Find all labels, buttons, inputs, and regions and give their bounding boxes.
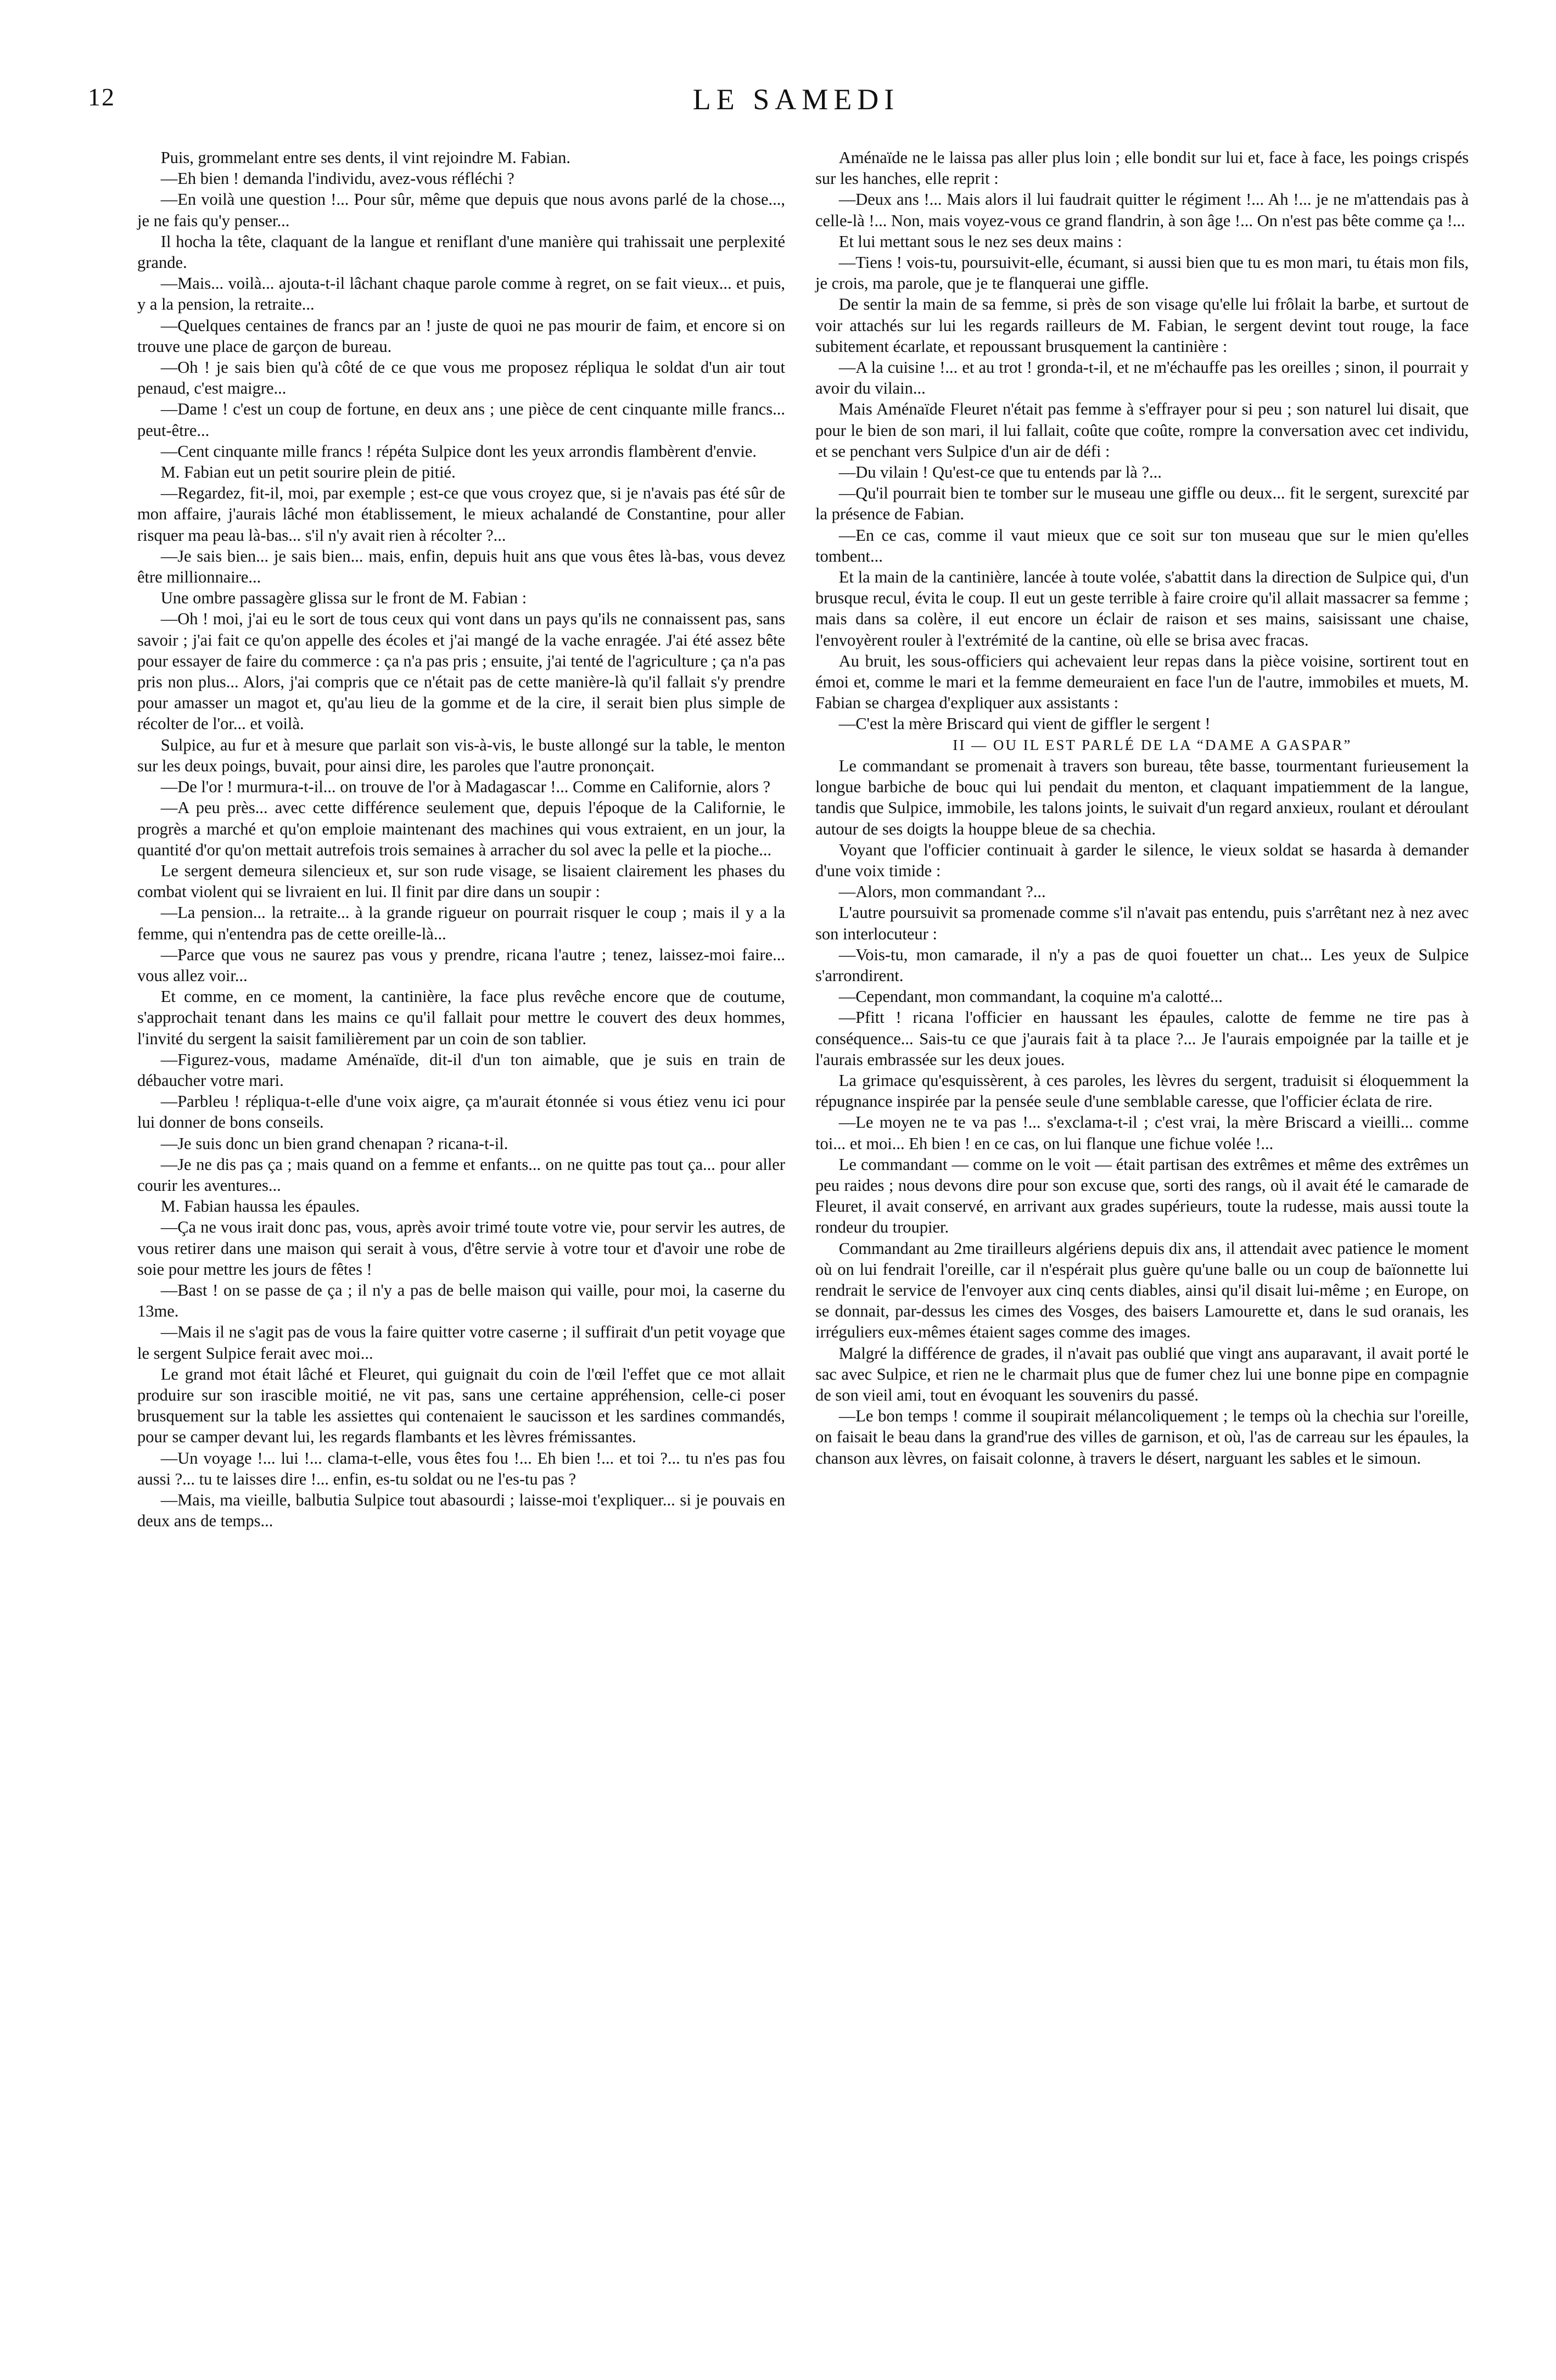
paragraph: Puis, grommelant entre ses dents, il vint rejoindre M. Fabian. [160,148,570,167]
paragraph: La grimace qu'esquissèrent, à ces paroles, les lèvres du sergent, traduisit si éloquemment la répugnance inspirée par la pensée seule d'une semblable caresse, que l'officier éclata de rire. [815,1071,1469,1111]
paragraph: Sulpice, au fur et à mesure que parlait son vis-à-vis, le buste allongé sur la table, le menton sur les deux poings, buvait, pour ainsi dire, les paroles que l'autre prononçait. [137,735,785,775]
paragraph: —Bast ! on se passe de ça ; il n'y a pas de belle maison qui vaille, pour moi, la caserne du 13me. [137,1280,785,1321]
paragraph: —Le moyen ne te va pas !... s'exclama-t-il ; c'est vrai, la mère Briscard a vieilli... comme toi... et moi... Eh bien ! en ce cas, on lui flanque une fichue volée !... [815,1113,1469,1153]
paragraph: —Je suis donc un bien grand chenapan ? ricana-t-il. [160,1134,508,1153]
paragraph: Mais Aménaïde Fleuret n'était pas femme à s'effrayer pour si peu ; son naturel lui disait, que pour le bien de son mari, il lui fallait, coûte que coûte, rompre la conversation avec cet individu, et se penchant vers Sulpice d'un air de défi : [815,400,1469,461]
paragraph: Il hocha la tête, claquant de la langue et reniflant d'une manière qui trahissait une perplexité grande. [137,232,785,272]
paragraph: M. Fabian eut un petit sourire plein de pitié. [160,463,456,482]
paragraph: —Mais, ma vieille, balbutia Sulpice tout abasourdi ; laisse-moi t'expliquer... si je pouvais en deux ans de temps... [137,1491,785,1531]
paragraph: —Mais il ne s'agit pas de vous la faire quitter votre caserne ; il suffirait d'un petit voyage que le sergent Sulpice ferait avec moi... [137,1323,785,1363]
paragraph: Aménaïde ne le laissa pas aller plus loin ; elle bondit sur lui et, face à face, les poings crispés sur les hanches, elle reprit : [815,148,1469,188]
paragraph: De sentir la main de sa femme, si près de son visage qu'elle lui frôlait la barbe, et surtout de voir attachés sur lui les regards railleurs de M. Fabian, le sergent devint tout rouge, la face subitement écarlate, et repoussant brusquement la cantinière : [815,295,1469,356]
paragraph: —Figurez-vous, madame Aménaïde, dit-il d'un ton aimable, que je suis en train de débaucher votre mari. [137,1050,785,1090]
paragraph: Une ombre passagère glissa sur le front de M. Fabian : [160,589,527,608]
right-column-part-two [815,755,1469,1469]
paragraph: —Un voyage !... lui !... clama-t-elle, vous êtes fou !... Eh bien !... et toi ?... tu n'es pas fou aussi ?... tu te laisses dire !... enfin, es-tu soldat ou ne l'es-tu pas ? [137,1448,785,1488]
journal-title: LE SAMEDI [692,83,900,116]
paragraph: —Oh ! moi, j'ai eu le sort de tous ceux qui vont dans un pays qu'ils ne connaissent pas, sans savoir ; j'ai fait ce qu'on appelle des écoles et j'ai mangé de la vache enragée. J'ai été assez bête pour essayer de faire du commerce : ça n'a pas pris ; ensuite, j'ai tenté de l'agriculture ; ça n'a pas pris non plus... Alors, j'ai compris que ce n'était pas de cette manière-là qu'il fallait s'y prendre pour amasser un magot et, qu'au lieu de la gomme et de la cire, il serait bien plus simple de récolter de l'or... et voilà. [137,609,785,733]
paragraph: —Dame ! c'est un coup de fortune, en deux ans ; une pièce de cent cinquante mille francs... peut-être... [137,400,785,440]
section-heading: II — OU IL EST PARLÉ DE LA “DAME A GASPAR” [953,736,1352,753]
paragraph: —Je ne dis pas ça ; mais quand on a femme et enfants... on ne quitte pas tout ça... pour aller courir les aventures... [137,1155,785,1195]
paragraph: —Je sais bien... je sais bien... mais, enfin, depuis huit ans que vous êtes là-bas, vous devez être millionnaire... [137,546,785,587]
paragraph: L'autre poursuivit sa promenade comme s'il n'avait pas entendu, puis s'arrêtant nez à nez avec son interlocuteur : [815,903,1469,943]
right-column [815,147,1469,1469]
paragraph: Au bruit, les sous-officiers qui achevaient leur repas dans la pièce voisine, sortirent tout en émoi et, comme le mari et la femme demeuraient en face l'un de l'autre, immobiles et muets, M. Fabian se chargea d'expliquer aux assistants : [815,651,1469,713]
paragraph: —Eh bien ! demanda l'individu, avez-vous réfléchi ? [160,169,514,188]
paragraph: —Le bon temps ! comme il soupirait mélancoliquement ; le temps où la chechia sur l'oreille, on faisait le beau dans la grand'rue des villes de garnison, et où, l'as de carreau sur les épaules, la chanson aux lèvres, on faisait colonne, à travers le désert, narguant les sables et le simoun. [815,1407,1469,1468]
paragraph: Et comme, en ce moment, la cantinière, la face plus revêche encore que de coutume, s'approchait tenant dans les mains ce qu'il fallait pour mettre le couvert des deux hommes, l'invité du sergent la saisit familièrement par un coin de son tablier. [137,987,785,1048]
paragraph: —Regardez, fit-il, moi, par exemple ; est-ce que vous croyez que, si je n'avais pas été sûr de mon affaire, j'aurais lâché mon établissement, le mieux achalandé de Constantine, pour aller risquer ma peau là-bas... s'il n'y avait rien à récolter ?... [137,484,785,545]
paragraph: —A la cuisine !... et au trot ! gronda-t-il, et ne m'échauffe pas les oreilles ; sinon, il pourrait y avoir du vilain... [815,358,1469,398]
paragraph: —Cependant, mon commandant, la coquine m'a calotté... [838,987,1223,1006]
paragraph: Voyant que l'officier continuait à garder le silence, le vieux soldat se hasarda à demander d'une voix timide : [815,840,1469,880]
paragraph: —Ça ne vous irait donc pas, vous, après avoir trimé toute votre vie, pour servir les autres, de vous retirer dans une maison qui serait à vous, d'être servie à votre tour et d'avoir une robe de soie pour mettre les jours de fêtes ! [137,1218,785,1279]
page-header [88,82,1504,126]
left-column [137,147,785,1531]
paragraph: —A peu près... avec cette différence seulement que, depuis l'époque de la Californie, le progrès a marché et qu'on emploie maintenant des machines qui vous extraient, en un jour, la quantité d'or qu'on mettait autrefois trois semaines à arracher du sol avec la pelle et la pioche... [137,798,785,859]
paragraph: —Deux ans !... Mais alors il lui faudrait quitter le régiment !... Ah !... je ne m'attendais pas à celle-là !... Non, mais voyez-vous ce grand flandrin, à son âge !... On n'est pas bête comme ça !... [815,190,1469,230]
paragraph: Le grand mot était lâché et Fleuret, qui guignait du coin de l'œil l'effet que ce mot allait produire sur son irascible moitié, ne vit pas, sans une certaine appréhension, celle-ci poser brusquement sur la table les assiettes qui contenaient le saucisson et les sardines commandés, pour se camper devant lui, les regards flambants et les lèvres frémissantes. [137,1364,785,1447]
paragraph: —Cent cinquante mille francs ! répéta Sulpice dont les yeux arrondis flambèrent d'envie. [160,441,757,461]
paragraph: Le commandant — comme on le voit — était partisan des extrêmes et même des extrêmes un peu raides ; nous devons dire pour son excuse que, sorti des rangs, où il avait été le camarade de Fleuret, il avait conservé, en arrivant aux grades supérieurs, toute la rudesse, mais aussi toute la rondeur du troupier. [815,1155,1469,1237]
paragraph: M. Fabian haussa les épaules. [160,1197,360,1216]
paragraph: —Oh ! je sais bien qu'à côté de ce que vous me proposez répliqua le soldat d'un air tout penaud, c'est maigre... [137,358,785,398]
paragraph: —Parbleu ! répliqua-t-elle d'une voix aigre, ça m'aurait étonnée si vous étiez venu ici pour lui donner de bons conseils. [137,1092,785,1132]
paragraph: Et lui mettant sous le nez ses deux mains : [838,232,1122,251]
page-number: 12 [88,83,115,111]
paragraph: —Tiens ! vois-tu, poursuivit-elle, écumant, si aussi bien que tu es mon mari, tu étais mon fils, je crois, ma parole, que je te flanquerai une giffle. [815,253,1469,293]
paragraph: —Pfitt ! ricana l'officier en haussant les épaules, calotte de femme ne tire pas à conséquence... Sais-tu ce que j'aurais fait à ta place ?... Je l'aurais empoignée par la taille et je l'aurais embrassée sur les deux joues. [815,1008,1469,1069]
paragraph: —C'est la mère Briscard qui vient de giffler le sergent ! [838,714,1211,733]
paragraph: —En voilà une question !... Pour sûr, même que depuis que nous avons parlé de la chose..., je ne fais qu'y penser... [137,190,785,230]
paragraph: Commandant au 2me tirailleurs algériens depuis dix ans, il attendait avec patience le moment où on lui fendrait l'oreille, car il n'espérait plus guère qu'une balle ou un coup de baïonnette lui rendrait le service de l'envoyer aux cinq cents diables, ainsi qu'il disait lui-même ; en Europe, on se donnait, par-dessus les cimes des Vosges, des baisers Lamourette et, dans le sud oranais, les irréguliers eux-mêmes étaient sages comme des images. [815,1239,1469,1342]
paragraph: —Qu'il pourrait bien te tomber sur le museau une giffle ou deux... fit le sergent, surexcité par la présence de Fabian. [815,484,1469,524]
paragraph: —Mais... voilà... ajouta-t-il lâchant chaque parole comme à regret, on se fait vieux... et puis, y a la pension, la retraite... [137,274,785,314]
paragraph: —Alors, mon commandant ?... [838,882,1046,901]
paragraph: —Du vilain ! Qu'est-ce que tu entends par là ?... [838,463,1162,482]
paragraph: Malgré la différence de grades, il n'avait pas oublié que vingt ans auparavant, il avait porté le sac avec Sulpice, et rien ne le charmait plus que de fumer chez lui une bonne pipe en compagnie de son vieil ami, tout en évoquant les souvenirs du passé. [815,1343,1469,1404]
paragraph: —Quelques centaines de francs par an ! juste de quoi ne pas mourir de faim, et encore si on trouve une place de garçon de bureau. [137,316,785,356]
paragraph: —De l'or ! murmura-t-il... on trouve de l'or à Madagascar !... Comme en Californie, alors ? [160,777,771,797]
paragraph: Le sergent demeura silencieux et, sur son rude visage, se lisaient clairement les phases du combat violent qui se livraient en lui. Il finit par dire dans un soupir : [137,861,785,901]
paragraph: —La pension... la retraite... à la grande rigueur on pourrait risquer le coup ; mais il y a la femme, qui n'entendra pas de cette oreille-là... [137,903,785,943]
paragraph: —Parce que vous ne saurez pas vous y prendre, ricana l'autre ; tenez, laissez-moi faire... vous allez voir... [137,945,785,985]
paragraph: —En ce cas, comme il vaut mieux que ce soit sur ton museau que sur le mien qu'elles tombent... [815,525,1469,565]
paragraph: Et la main de la cantinière, lancée à toute volée, s'abattit dans la direction de Sulpice qui, d'un brusque recul, évita le coup. Il eut un geste terrible à faire croire qu'il allait massacrer sa femme ; mais dans sa colère, il eut encore un éclair de raison et ses mains, saisissant une chaise, l'envoyèrent rouler à l'extrémité de la cantine, où elle se brisa avec fracas. [815,568,1469,649]
paragraph: —Vois-tu, mon camarade, il n'y a pas de quoi fouetter un chat... Les yeux de Sulpice s'arrondirent. [815,945,1469,985]
right-column-part-one [815,147,1469,735]
paragraph: Le commandant se promenait à travers son bureau, tête basse, tourmentant furieusement la longue barbiche de bouc qui lui pendait du menton, et claquant impatiemment de la langue, tandis que Sulpice, immobile, les talons joints, le suivait d'un regard anxieux, roulant et déroulant autour de ses doigts la houppe bleue de sa chechia. [815,756,1469,838]
